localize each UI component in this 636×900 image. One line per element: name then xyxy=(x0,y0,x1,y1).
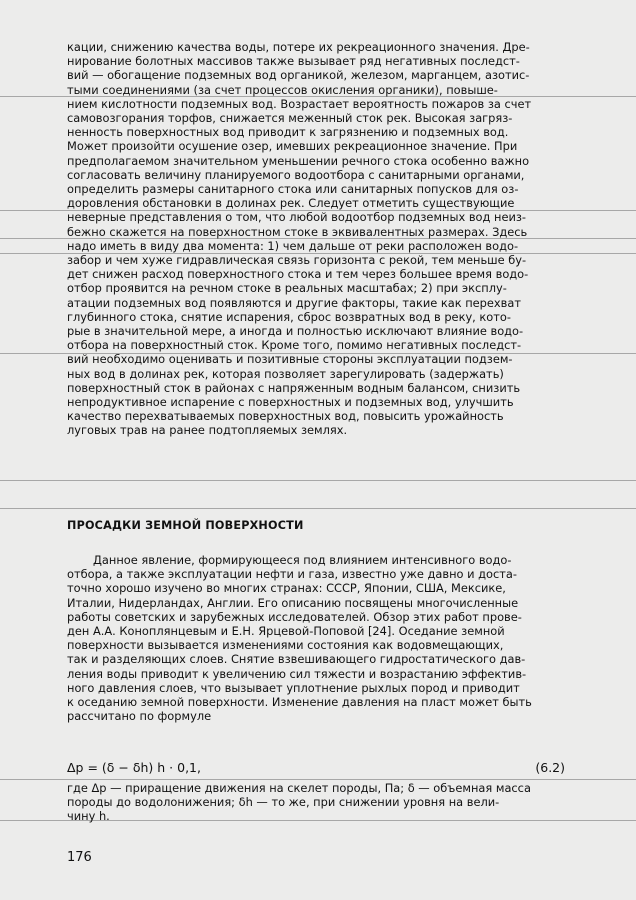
text-line: отбора, а также эксплуатации нефти и газа, известно уже давно и доста- xyxy=(67,567,518,582)
text-line: вий — обогащение подземных вод органикой, железом, марганцем, азотис- xyxy=(67,68,530,83)
text-line: дет снижен расход поверхностного стока и тем через большее время водо- xyxy=(67,267,529,282)
text-line: чину h. xyxy=(67,809,110,824)
text-line: самовозгорания торфов, снижается меженный сток рек. Высокая загряз- xyxy=(67,111,513,126)
section-heading: ПРОСАДКИ ЗЕМНОЙ ПОВЕРХНОСТИ xyxy=(67,519,304,532)
formula-number: (6.2) xyxy=(535,760,565,775)
text-line: тыми соединениями (за счет процессов окисления органики), повыше- xyxy=(67,82,498,97)
text-line: бежно скажется на поверхностном стоке в эквивалентных размерах. Здесь xyxy=(67,224,528,239)
body-paragraph-2 xyxy=(67,553,565,723)
text-line: рассчитано по формуле xyxy=(67,709,212,724)
text-line: ненность поверхностных вод приводит к загрязнению и подземных вод. xyxy=(67,125,509,140)
text-line: доровления обстановки в долинах рек. Следует отметить существующие xyxy=(67,196,515,211)
text-line: отбор проявится на речном стоке в реальных масштабах; 2) при эксплу- xyxy=(67,281,507,296)
text-line: ден А.А. Коноплянцевым и Е.Н. Ярцевой-Поповой [24]. Оседание земной xyxy=(67,624,505,639)
page-number: 176 xyxy=(67,850,92,865)
text-line: ных вод в долинах рек, которая позволяет зарегулировать (задержать) xyxy=(67,366,504,381)
text-line: Может произойти осушение озер, имевших рекреационное значение. При xyxy=(67,139,518,154)
text-line: точно хорошо изучено во многих странах: СССР, Японии, США, Мексике, xyxy=(67,581,506,596)
text-line: качество перехватываемых поверхностных вод, повысить урожайность xyxy=(67,409,504,424)
body-paragraph-3 xyxy=(67,781,565,824)
text-line: рые в значительной мере, а иногда и полностью исключают влияние водо- xyxy=(67,324,524,339)
text-line: отбора на поверхностный сток. Кроме того, помимо негативных последст- xyxy=(67,338,522,353)
text-line: определить размеры санитарного стока или санитарных попусков для оз- xyxy=(67,182,519,197)
text-line: луговых трав на ранее подтопляемых землях. xyxy=(67,423,348,438)
text-line: забор и чем хуже гидравлическая связь горизонта с рекой, тем меньше бу- xyxy=(67,253,527,268)
text-line: вий необходимо оценивать и позитивные стороны эксплуатации подзем- xyxy=(67,352,513,367)
scan-line xyxy=(0,480,636,481)
text-line: Данное явление, формирующееся под влиянием интенсивного водо- xyxy=(93,553,512,567)
text-line: атации подземных вод появляются и другие факторы, такие как перехват xyxy=(67,295,521,310)
text-line: Италии, Нидерландах, Англии. Его описанию посвящены многочисленные xyxy=(67,595,519,610)
text-line: так и разделяющих слоев. Снятие взвешивающего гидростатического дав- xyxy=(67,652,526,667)
text-line: ного давления слоев, что вызывает уплотнение рыхлых пород и приводит xyxy=(67,680,520,695)
text-line: надо иметь в виду два момента: 1) чем дальше от реки расположен водо- xyxy=(67,238,519,253)
text-line: работы советских и зарубежных исследователей. Обзор этих работ прове- xyxy=(67,609,522,624)
text-line: нием кислотности подземных вод. Возрастает вероятность пожаров за счет xyxy=(67,96,532,111)
text-line: где Δp — приращение движения на скелет породы, Па; δ — объемная масса xyxy=(67,781,531,795)
text-line: поверхности вызывается изменениями состояния как водовмещающих, xyxy=(67,638,504,653)
text-line: ления воды приводит к увеличению сил тяжести и возрастанию эффектив- xyxy=(67,666,527,681)
scan-line xyxy=(0,779,636,780)
text-line: предполагаемом значительном уменьшении речного стока особенно важно xyxy=(67,153,530,168)
text-line: поверхностный сток в районах с напряженным водным балансом, снизить xyxy=(67,380,521,395)
formula-expression: Δp = (δ − δh) h · 0,1, xyxy=(67,760,201,775)
text-line: к оседанию земной поверхности. Изменение давления на пласт может быть xyxy=(67,695,532,710)
text-line: неверные представления о том, что любой водоотбор подземных вод неиз- xyxy=(67,210,527,225)
text-line: глубинного стока, снятие испарения, сброс возвратных вод в реку, кото- xyxy=(67,309,511,324)
text-line: породы до водолонижения; δh — то же, при снижении уровня на вели- xyxy=(67,795,500,810)
text-line: нирование болотных массивов также вызывает ряд негативных последст- xyxy=(67,54,520,69)
text-line: непродуктивное испарение с поверхностных и подземных вод, улучшить xyxy=(67,395,514,410)
body-paragraph-1 xyxy=(67,40,565,438)
text-line: кации, снижению качества воды, потере их рекреационного значения. Дре- xyxy=(67,40,530,54)
text-line: согласовать величину планируемого водоотбора с санитарными органами, xyxy=(67,167,525,182)
scan-line xyxy=(0,508,636,509)
